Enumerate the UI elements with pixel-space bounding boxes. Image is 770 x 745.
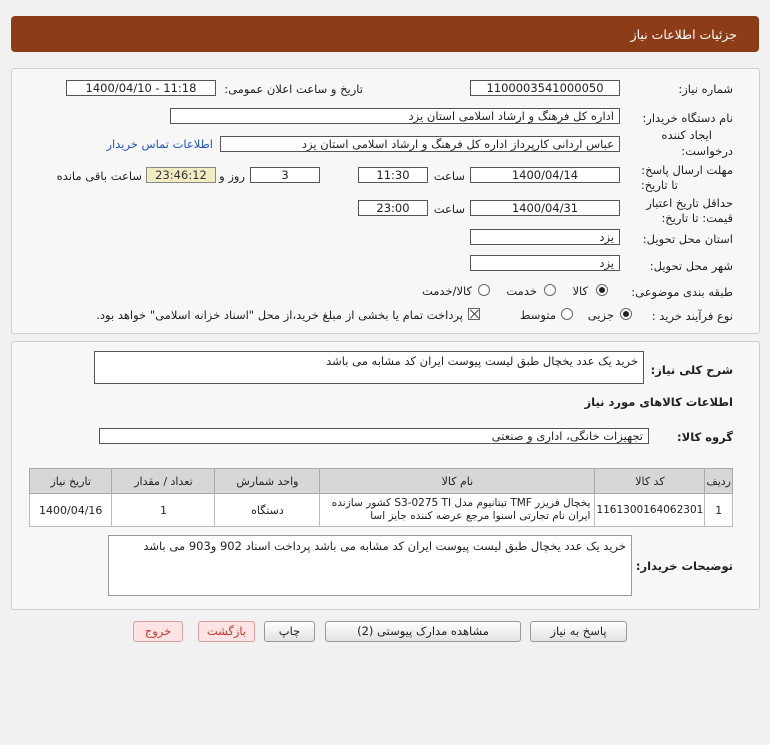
validity-date-field: 1400/04/31 xyxy=(470,200,620,216)
goods-group-label: گروه کالا: xyxy=(677,430,733,444)
remaining-time-field: 23:46:12 xyxy=(146,167,216,183)
category-option-service: خدمت xyxy=(506,284,537,298)
col-name: نام کالا xyxy=(320,469,595,494)
cell-name xyxy=(320,494,595,527)
goods-table xyxy=(29,468,733,527)
goods-table-header xyxy=(30,469,733,494)
creator-field: عباس اردانی کارپرداز اداره کل فرهنگ و ارشاد اسلامی استان یزد xyxy=(220,136,620,152)
buyer-notes-label: توضیحات خریدار: xyxy=(635,559,733,573)
process-radio-minor[interactable] xyxy=(620,308,632,320)
exit-button[interactable] xyxy=(133,621,183,642)
page-title: جزئیات اطلاعات نیاز xyxy=(630,26,737,42)
deadline-label: مهلت ارسال پاسخ: xyxy=(641,163,733,177)
deadline-time-label: ساعت xyxy=(433,169,465,183)
cell-name-line2: ایران نام تجارتی اسنوا مرجع عرضه کننده جایز اسا xyxy=(370,510,591,522)
province-label: استان محل تحویل: xyxy=(642,232,733,246)
buyer-org-label: نام دستگاه خریدار: xyxy=(642,111,733,125)
col-code: کد کالا xyxy=(595,469,705,494)
exit-button-label: خروج xyxy=(144,624,172,638)
need-number-label: شماره نیاز: xyxy=(678,82,733,96)
reply-button[interactable]: پاسخ به نیاز xyxy=(530,621,627,642)
treasury-payment-text: پرداخت تمام یا بخشی از مبلغ خرید،از محل "اسناد خزانه اسلامی" خواهد بود. xyxy=(96,308,463,322)
back-button[interactable] xyxy=(198,621,255,642)
category-radio-goods-service[interactable] xyxy=(478,284,490,296)
announce-date-field: 1400/04/10 - 11:18 xyxy=(66,80,216,96)
category-option-goods-service: کالا/خدمت xyxy=(421,284,472,298)
description-label: شرح کلی نیاز: xyxy=(650,363,733,377)
announce-date-label: تاریخ و ساعت اعلان عمومی: xyxy=(224,82,363,96)
days-field: 3 xyxy=(250,167,320,183)
treasury-payment-checkbox[interactable] xyxy=(468,308,480,320)
page-header xyxy=(11,16,759,52)
process-type-label: نوع فرآیند خرید : xyxy=(651,309,733,323)
deadline-date-field: 1400/04/14 xyxy=(470,167,620,183)
creator-label-2: درخواست: xyxy=(681,144,733,158)
cell-name-line1: یخچال فریزر TMF تیتانیوم مدل S3-0275 TI کشور سازنده xyxy=(331,497,591,509)
remaining-time-label: ساعت باقی مانده xyxy=(56,169,142,183)
category-radio-goods[interactable] xyxy=(596,284,608,296)
back-button-label: بازگشت xyxy=(206,624,247,638)
cell-qty: 1 xyxy=(112,494,215,527)
attachments-button[interactable]: مشاهده مدارک پیوستی (2) xyxy=(325,621,521,642)
goods-info-title: اطلاعات کالاهای مورد نیاز xyxy=(584,395,733,409)
col-row: ردیف xyxy=(705,469,733,494)
creator-label: ایجاد کننده xyxy=(661,128,712,142)
process-option-minor: جزیی xyxy=(587,308,614,322)
deadline-label-2: تا تاریخ: xyxy=(640,178,678,192)
process-option-medium: متوسط xyxy=(519,308,556,322)
cell-date: 1400/04/16 xyxy=(30,494,112,527)
days-label: روز و xyxy=(219,169,245,183)
col-qty: تعداد / مقدار xyxy=(112,469,215,494)
validity-time-label: ساعت xyxy=(433,202,465,216)
process-radio-medium[interactable] xyxy=(561,308,573,320)
buyer-contact-link[interactable]: اطلاعات تماس خریدار xyxy=(106,137,213,151)
buyer-notes-field: خرید یک عدد یخچال طبق لیست پیوست ایران کد مشابه می باشد پرداخت اسناد 902 و903 می باشد xyxy=(108,535,632,596)
col-unit: واحد شمارش xyxy=(215,469,320,494)
need-number-field: 1100003541000050 xyxy=(470,80,620,96)
category-label: طبقه بندی موضوعی: xyxy=(631,285,733,299)
deadline-time-field: 11:30 xyxy=(358,167,428,183)
description-field: خرید یک عدد یخچال طبق لیست پیوست ایران کد مشابه می باشد xyxy=(94,351,644,384)
validity-label-2: قیمت: تا تاریخ: xyxy=(661,211,733,225)
category-radio-service[interactable] xyxy=(544,284,556,296)
cell-row: 1 xyxy=(705,494,733,527)
category-option-goods: کالا xyxy=(572,284,588,298)
col-date: تاریخ نیاز xyxy=(30,469,112,494)
cell-code: 1161300164062301 xyxy=(595,494,705,527)
validity-label: حداقل تاریخ اعتبار xyxy=(646,196,733,210)
cell-unit: دستگاه xyxy=(215,494,320,527)
print-button[interactable]: چاپ xyxy=(264,621,315,642)
goods-group-field: تجهیزات خانگی، اداری و صنعتی xyxy=(99,428,649,444)
city-label: شهر محل تحویل: xyxy=(649,259,733,273)
buyer-org-field: اداره کل فرهنگ و ارشاد اسلامی استان یزد xyxy=(170,108,620,124)
city-field: یزد xyxy=(470,255,620,271)
validity-time-field: 23:00 xyxy=(358,200,428,216)
province-field: یزد xyxy=(470,229,620,245)
table-row xyxy=(30,494,733,527)
